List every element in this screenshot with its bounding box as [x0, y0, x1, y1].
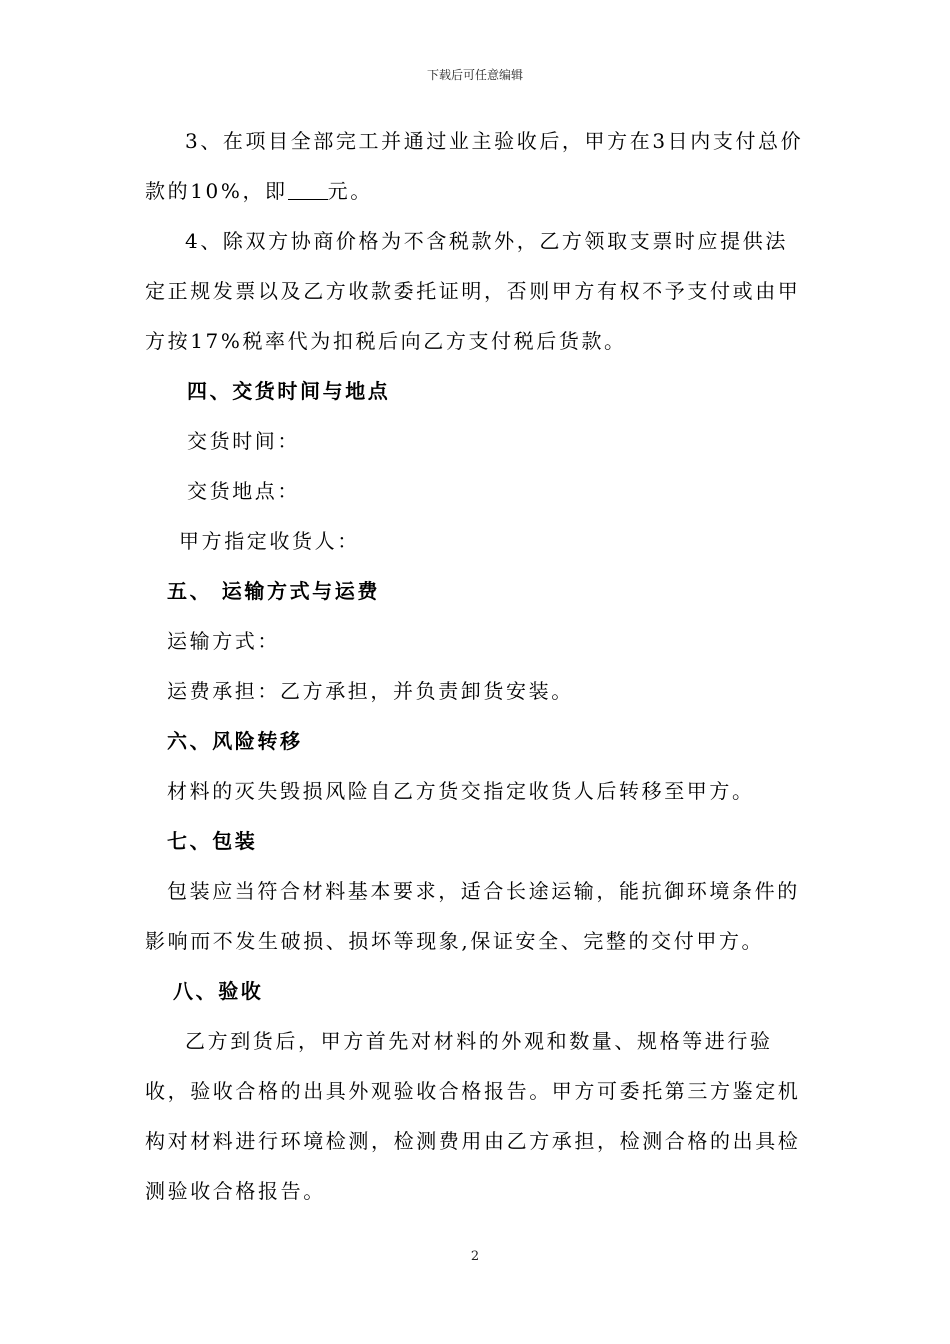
- section-5-heading: 五、 运输方式与运费: [167, 579, 380, 603]
- acceptance: 乙方到货后，甲方首先对材料的外观和数量、规格等进行验收，验收合格的出具外观验收合格报告。甲方可委托第三方鉴定机构对材料进行环境检测，检测费用由乙方承担，检测合格的出具检测验收合格报告。: [145, 1029, 801, 1203]
- transport-mode: 运输方式：: [167, 629, 280, 653]
- risk-transfer: 材料的灭失毁损风险自乙方货交指定收货人后转移至甲方。: [167, 779, 755, 803]
- document-body: [145, 116, 805, 1216]
- section-7-heading: 七、包装: [167, 829, 258, 853]
- clause-3-text: 3、在项目全部完工并通过业主验收后，甲方在3日内支付总价款的10%，即: [145, 129, 804, 203]
- amount-blank: [288, 181, 328, 200]
- delivery-time: 交货时间：: [187, 429, 300, 453]
- receiver: 甲方指定收货人：: [179, 529, 360, 553]
- section-8-heading: 八、验收: [173, 979, 264, 1003]
- clause-3: [145, 116, 805, 216]
- packaging: 包装应当符合材料基本要求，适合长途运输，能抗御环境条件的影响而不发生破损、损坏等现象,保证安全、完整的交付甲方。: [145, 879, 800, 953]
- section-6-heading: 六、风险转移: [167, 729, 303, 753]
- page-header: 下载后可任意编辑: [426, 68, 523, 82]
- page-number: 2: [470, 1249, 480, 1264]
- delivery-place: 交货地点：: [187, 479, 300, 503]
- clause-3-end: 元。: [327, 179, 373, 203]
- freight: 运费承担：乙方承担，并负责卸货安装。: [167, 679, 574, 703]
- section-4-heading: 四、交货时间与地点: [187, 379, 391, 403]
- clause-4: 4、除双方协商价格为不含税款外，乙方领取支票时应提供法定正规发票以及乙方收款委托证明，否则甲方有权不予支付或由甲方按17%税率代为扣税后向乙方支付税后货款。: [145, 229, 801, 353]
